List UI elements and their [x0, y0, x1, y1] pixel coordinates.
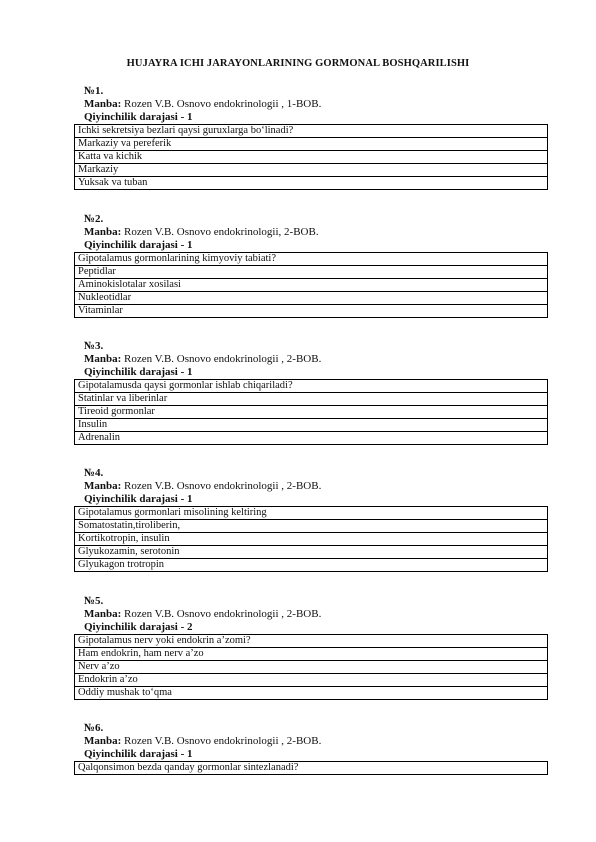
answer-option: Glyukozamin, serotonin: [75, 546, 548, 559]
source-text: Rozen V.B. Osnovo endokrinologii , 2-BOB.: [121, 608, 322, 620]
answer-option: Ham endokrin, ham nerv a’zo: [75, 648, 548, 661]
answer-option: Statinlar va liberinlar: [75, 393, 548, 406]
question-5: [78, 595, 558, 700]
question-text: Ichki sekretsiya bezlari qaysi guruxlarga boʻlinadi?: [75, 125, 548, 138]
answer-table: [74, 634, 548, 700]
question-source: [84, 353, 558, 366]
answer-option: Markaziy: [75, 164, 548, 177]
difficulty-level: Qiyinchilik darajasi - 2: [84, 621, 193, 633]
answer-option: Markaziy va pereferik: [75, 138, 548, 151]
question-3: [78, 340, 558, 445]
answer-option: Kortikotropin, insulin: [75, 533, 548, 546]
answer-option: Katta va kichik: [75, 151, 548, 164]
source-text: Rozen V.B. Osnovo endokrinologii , 2-BOB.: [121, 353, 322, 365]
answer-table: [74, 761, 548, 775]
question-text: Qalqonsimon bezda qanday gormonlar sintezlanadi?: [75, 762, 548, 775]
source-text: Rozen V.B. Osnovo endokrinologii, 2-BOB.: [121, 226, 319, 238]
answer-option: Oddiy mushak toʻqma: [75, 687, 548, 700]
source-text: Rozen V.B. Osnovo endokrinologii , 2-BOB.: [121, 735, 322, 747]
question-1: [78, 85, 558, 190]
question-text: Gipotalamusda qaysi gormonlar ishlab chiqariladi?: [75, 380, 548, 393]
question-6: [78, 722, 558, 775]
question-source: [84, 735, 558, 748]
question-number: №3.: [84, 340, 104, 352]
question-text: Gipotalamus nerv yoki endokrin a’zomi?: [75, 635, 548, 648]
difficulty-level: Qiyinchilik darajasi - 1: [84, 493, 193, 505]
difficulty-level: Qiyinchilik darajasi - 1: [84, 239, 193, 251]
answer-option: Endokrin a’zo: [75, 674, 548, 687]
answer-option: Tireoid gormonlar: [75, 406, 548, 419]
question-number: №1.: [84, 85, 104, 97]
difficulty-level: Qiyinchilik darajasi - 1: [84, 366, 193, 378]
question-text: Gipotalamus gormonlarining kimyoviy tabiati?: [75, 253, 548, 266]
answer-option: Nukleotidlar: [75, 292, 548, 305]
question-source: [84, 226, 558, 239]
source-text: Rozen V.B. Osnovo endokrinologii , 2-BOB.: [121, 480, 322, 492]
answer-option: Adrenalin: [75, 432, 548, 445]
answer-option: Somatostatin,tiroliberin,: [75, 520, 548, 533]
source-label: Manba:: [84, 98, 122, 110]
question-2: [78, 213, 558, 318]
answer-option: Glyukagon trotropin: [75, 559, 548, 572]
question-4: [78, 467, 558, 572]
question-number: №2.: [84, 213, 104, 225]
source-label: Manba:: [84, 353, 122, 365]
source-label: Manba:: [84, 735, 122, 747]
answer-option: Insulin: [75, 419, 548, 432]
question-number: №4.: [84, 467, 104, 479]
difficulty-level: Qiyinchilik darajasi - 1: [84, 111, 193, 123]
answer-option: Aminokislotalar xosilasi: [75, 279, 548, 292]
difficulty-level: Qiyinchilik darajasi - 1: [84, 748, 193, 760]
question-source: [84, 98, 558, 111]
question-source: [84, 608, 558, 621]
answer-table: [74, 379, 548, 445]
answer-table: [74, 506, 548, 572]
answer-table: [74, 124, 548, 190]
answer-option: Yuksak va tuban: [75, 177, 548, 190]
answer-option: Nerv a’zo: [75, 661, 548, 674]
question-number: №6.: [84, 722, 104, 734]
answer-option: Peptidlar: [75, 266, 548, 279]
document-title: HUJAYRA ICHI JARAYONLARINING GORMONAL BOSHQARILISHI: [126, 58, 470, 69]
source-label: Manba:: [84, 608, 122, 620]
question-number: №5.: [84, 595, 104, 607]
answer-table: [74, 252, 548, 318]
answer-option: Vitaminlar: [75, 305, 548, 318]
source-label: Manba:: [84, 226, 122, 238]
question-source: [84, 480, 558, 493]
source-label: Manba:: [84, 480, 122, 492]
source-text: Rozen V.B. Osnovo endokrinologii , 1-BOB.: [121, 98, 322, 110]
question-text: Gipotalamus gormonlari misolining keltiring: [75, 507, 548, 520]
